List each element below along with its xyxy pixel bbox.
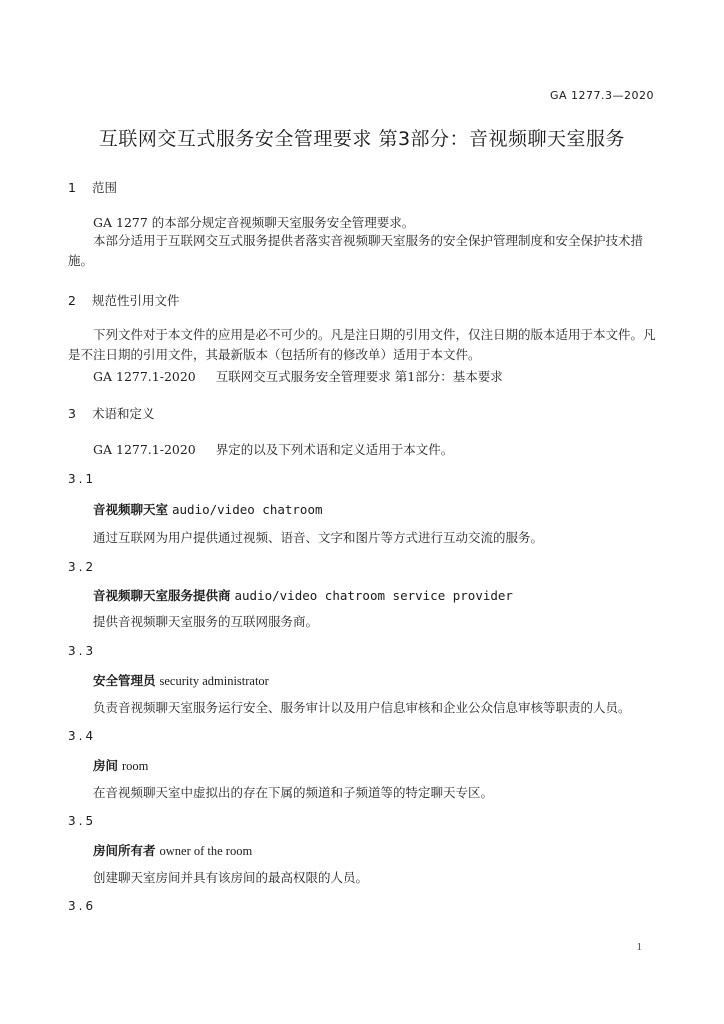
scope-paragraph-1: GA 1277 的本部分规定音视频聊天室服务安全管理要求。 [93,215,415,230]
section-number: 3 [68,406,76,421]
section-number: 2 [68,293,76,308]
clause-number: 3.5 [68,814,97,828]
term-entry [93,841,252,859]
section-title: 规范性引用文件 [92,293,180,308]
clause-number: 3.2 [68,560,97,574]
term-english: security administrator [159,674,269,688]
term-chinese: 安全管理员 [93,673,156,688]
term-definition: 负责音视频聊天室服务运行安全、服务审计以及用户信息审核和企业公众信息审核等职责的人员。 [93,700,631,715]
term-chinese: 房间 [93,758,119,773]
term-entry [93,500,323,518]
term-definition: 创建聊天室房间并具有该房间的最高权限的人员。 [93,870,369,885]
term-entry [93,671,269,689]
section-3-heading [68,404,155,422]
term-english: room [122,759,149,773]
clause-number: 3.4 [68,729,97,743]
reference-title: 互联网交互式服务安全管理要求 第1部分：基本要求 [215,369,503,384]
term-english: audio/video chatroom [172,502,323,517]
section-2-heading [68,291,180,309]
clause-number: 3.1 [68,472,97,486]
terms-intro-code: GA 1277.1-2020 [93,442,196,457]
reference-entry [93,367,503,385]
section-title: 范围 [92,180,118,195]
document-title: 互联网交互式服务安全管理要求 第3部分：音视频聊天室服务 [98,128,626,150]
term-entry [93,586,513,604]
page-number: 1 [636,941,642,953]
term-english: audio/video chatroom service provider [234,588,513,603]
clause-number: 3.3 [68,644,97,658]
scope-paragraph-2: 本部分适用于互联网交互式服务提供者落实音视频聊天室服务的安全保护管理制度和安全保护技术措施。 [68,233,644,268]
terms-intro-text: 界定的以及下列术语和定义适用于本文件。 [215,442,454,457]
clause-number: 3.6 [68,899,97,913]
references-paragraph: 下列文件对于本文件的应用是必不可少的。凡是注日期的引用文件，仅注日期的版本适用于本文件。凡是不注日期的引用文件，其最新版本（包括所有的修改单）适用于本文件。 [68,327,656,362]
term-entry [93,756,148,774]
term-definition: 提供音视频聊天室服务的互联网服务商。 [93,614,319,629]
term-definition: 在音视频聊天室中虚拟出的存在下属的频道和子频道等的特定聊天专区。 [93,785,494,800]
terms-intro [93,440,453,458]
reference-code: GA 1277.1-2020 [93,369,196,384]
term-chinese: 房间所有者 [93,843,156,858]
term-definition: 通过互联网为用户提供通过视频、语音、文字和图片等方式进行互动交流的服务。 [93,530,544,545]
section-1-heading [68,178,117,196]
term-english: owner of the room [159,844,253,858]
section-title: 术语和定义 [92,406,155,421]
standard-code-header: GA 1277.3—2020 [549,89,654,102]
term-chinese: 音视频聊天室 [93,502,169,517]
section-number: 1 [68,180,76,195]
term-chinese: 音视频聊天室服务提供商 [93,588,231,603]
